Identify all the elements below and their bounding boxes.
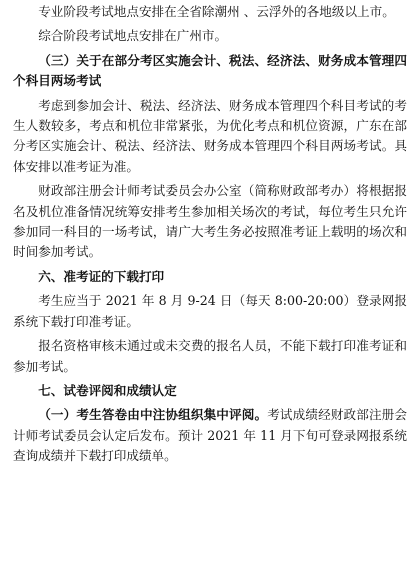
paragraph-ticket-restriction: 报名资格审核未通过或未交费的报名人员，不能下载打印准考证和参加考试。 — [13, 338, 407, 374]
subsection-heading-two-sessions: （三）关于在部分考区实施会计、税法、经济法、财务成本管理四个科目两场考试 — [13, 52, 407, 89]
paragraph-session-arrangement: 财政部注册会计师考试委员会办公室（简称财政部考办）将根据报名及机位准备情况统筹安排考生参加相关场次的考试，每位考生只允许参加同一科目的一场考试，请广大考生务必按照准考证上载明的场次和时间参加考试。 — [13, 183, 407, 260]
paragraph-two-sessions-detail: 考虑到参加会计、税法、经济法、财务成本管理四个科目考试的考生人数较多，考点和机位非常紧张，为优化考点和机位资源，广东在部分考区实施会计、税法、经济法、财务成本管理四个科目两场考试。具体安排以准考证为准。 — [13, 97, 407, 174]
paragraph-ticket-download-dates: 考生应当于 2021 年 8 月 9-24 日（每天 8:00-20:00）登录网报系统下载打印准考证。 — [13, 293, 407, 329]
grading-bold-lead: （一）考生答卷由中注协组织集中评阅。 — [38, 407, 268, 423]
section-heading-grading: 七、试卷评阅和成绩认定 — [38, 382, 177, 398]
paragraph-exam-locations-professional: 专业阶段考试地点安排在全省除潮州 、云浮外的各地级以上市。 — [38, 4, 395, 19]
paragraph-exam-locations-comprehensive: 综合阶段考试地点安排在广州市。 — [38, 28, 228, 44]
grading-rest-text: 考试成绩经财政部注册会计师考试委员会认定后发布。预计 2021 年 11 月下旬可登录网报系统查询成绩并下载打印成绩单。 — [13, 407, 408, 464]
section-heading-admission-ticket: 六、准考证的下载打印 — [38, 268, 165, 284]
paragraph-grading-detail — [13, 405, 407, 466]
